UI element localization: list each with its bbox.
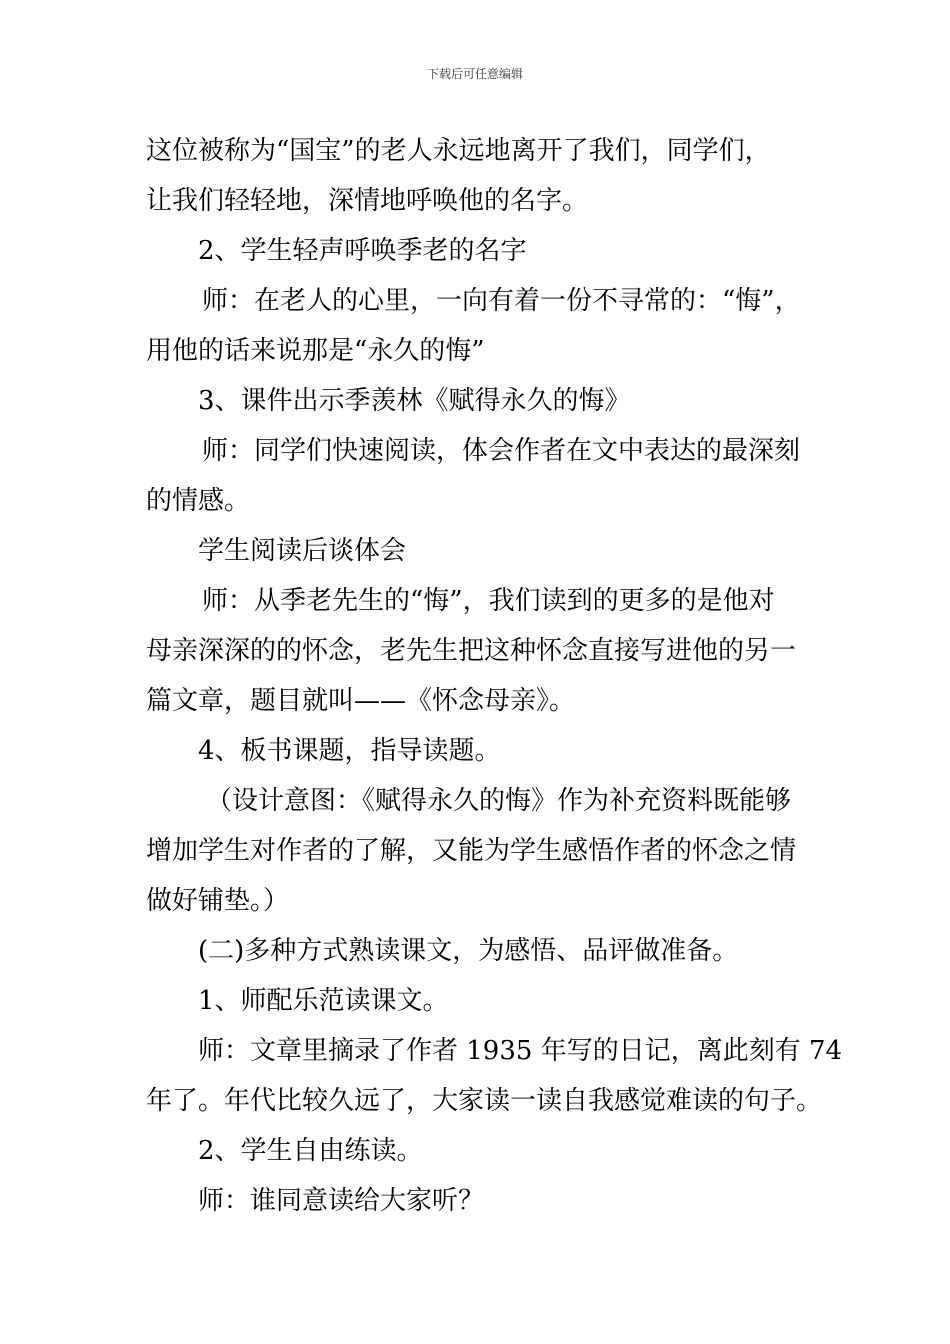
paragraph bbox=[146, 126, 826, 226]
text-line: 母亲深深的的怀念，老先生把这种怀念直接写进他的另一 bbox=[146, 636, 797, 666]
text-line: 做好铺垫。） bbox=[146, 886, 290, 916]
text-line: 1、师配乐范读课文。 bbox=[198, 986, 449, 1016]
paragraph bbox=[146, 1026, 843, 1126]
text-line: （设计意图：《赋得永久的悔》作为补充资料既能够 bbox=[206, 786, 792, 816]
paragraph bbox=[146, 276, 826, 376]
text-line: 师：从季老先生的“悔”，我们读到的更多的是他对 bbox=[202, 586, 775, 616]
text-line: 用他的话来说那是“永久的悔” bbox=[146, 336, 485, 366]
paragraph bbox=[146, 526, 826, 576]
paragraph bbox=[146, 926, 826, 976]
text-line: 让我们轻轻地，深情地呼唤他的名字。 bbox=[146, 186, 589, 216]
paragraph bbox=[146, 976, 826, 1026]
paragraph bbox=[146, 1176, 826, 1226]
text-line: 2、学生自由练读。 bbox=[198, 1136, 423, 1166]
paragraph bbox=[146, 376, 826, 426]
text-line: 师：在老人的心里，一向有着一份不寻常的：“悔”， bbox=[202, 286, 801, 316]
text-line: 4、板书课题，指导读题。 bbox=[198, 736, 501, 766]
text-line: 师：谁同意读给大家听？ bbox=[198, 1186, 485, 1216]
paragraph bbox=[146, 426, 826, 526]
text-line: 增加学生对作者的了解，又能为学生感悟作者的怀念之情 bbox=[146, 836, 797, 866]
text-line: (二)多种方式熟读课文，为感悟、品评做准备。 bbox=[198, 936, 739, 966]
text-line: 学生阅读后谈体会 bbox=[198, 536, 407, 566]
text-line: 篇文章，题目就叫——《怀念母亲》。 bbox=[146, 686, 576, 716]
text-line: 2、学生轻声呼唤季老的名字 bbox=[198, 236, 527, 266]
text-line: 师：文章里摘录了作者 1935 年写的日记，离此刻有 74 bbox=[198, 1036, 843, 1066]
text-line: 的情感。 bbox=[146, 486, 251, 516]
text-line: 年了。年代比较久远了，大家读一读自我感觉难读的句子。 bbox=[146, 1086, 823, 1116]
text-line: 师：同学们快速阅读，体会作者在文中表达的最深刻 bbox=[202, 436, 801, 466]
text-line: 这位被称为“国宝”的老人永远地离开了我们，同学们， bbox=[146, 136, 771, 166]
paragraph bbox=[146, 576, 826, 726]
paragraph bbox=[146, 726, 826, 776]
paragraph bbox=[146, 1126, 826, 1176]
page-header: 下载后可任意编辑 bbox=[426, 67, 523, 81]
paragraph bbox=[146, 226, 826, 276]
text-line: 3、课件出示季羡林《赋得永久的悔》 bbox=[198, 386, 631, 416]
paragraph bbox=[146, 776, 826, 926]
document-body bbox=[146, 126, 843, 1226]
